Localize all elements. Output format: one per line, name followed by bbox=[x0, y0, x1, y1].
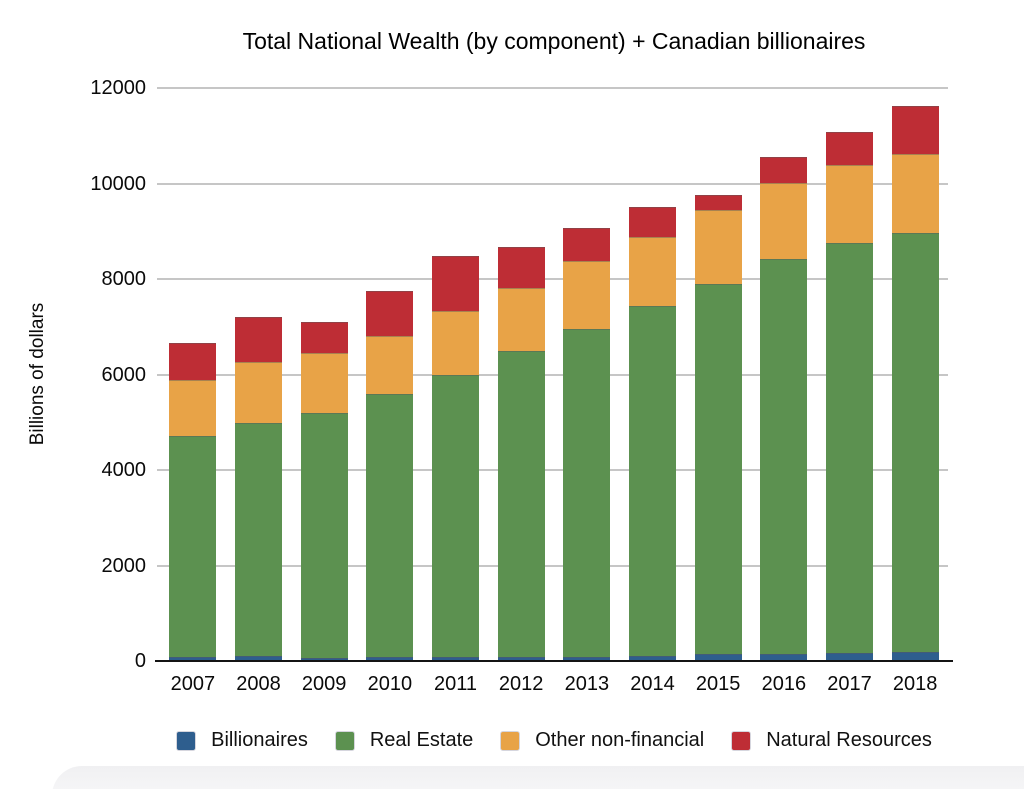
y-tick-label-2000: 2000 bbox=[101, 554, 146, 577]
bar-2014-real-estate bbox=[629, 306, 676, 655]
bar-2018-other-non-financial bbox=[892, 154, 939, 233]
x-tick-label-2012: 2012 bbox=[498, 673, 544, 695]
y-tick-label-12000: 12000 bbox=[90, 77, 146, 99]
y-tick-label-10000: 10000 bbox=[90, 172, 146, 195]
bar-2010-natural-resources bbox=[366, 291, 413, 336]
next-card-top-edge bbox=[52, 766, 1024, 789]
bar-2017-natural-resources bbox=[826, 132, 873, 165]
bar-2008-natural-resources bbox=[235, 317, 282, 362]
bar-2012-real-estate bbox=[498, 351, 545, 657]
legend-item-other-non-financial bbox=[500, 729, 704, 752]
bar-2015-other-non-financial bbox=[695, 210, 742, 284]
bar-2018-natural-resources bbox=[892, 106, 939, 154]
x-tick-label-2018: 2018 bbox=[892, 673, 938, 695]
x-axis-line bbox=[155, 660, 953, 663]
bar-2012-other-non-financial bbox=[498, 288, 545, 351]
bar-2009-real-estate bbox=[301, 413, 348, 657]
bar-2013-natural-resources bbox=[563, 228, 610, 261]
bar-2007-other-non-financial bbox=[169, 380, 216, 436]
legend-item-real-estate bbox=[335, 729, 473, 752]
bar-2016-other-non-financial bbox=[760, 183, 807, 259]
bar-2011-other-non-financial bbox=[432, 311, 479, 375]
bar-2016-real-estate bbox=[760, 259, 807, 654]
bar-2007-natural-resources bbox=[169, 343, 216, 380]
x-tick-label-2010: 2010 bbox=[367, 673, 413, 695]
legend-swatch-real-estate bbox=[335, 731, 355, 751]
bar-2013-other-non-financial bbox=[563, 261, 610, 330]
bar-2007-real-estate bbox=[169, 436, 216, 657]
plot-area bbox=[160, 88, 948, 661]
legend-item-billionaires bbox=[176, 729, 308, 752]
x-tick-label-2008: 2008 bbox=[236, 673, 281, 695]
x-tick-label-2013: 2013 bbox=[564, 673, 610, 695]
legend-swatch-natural-resources bbox=[731, 731, 751, 751]
x-tick-label-2007: 2007 bbox=[170, 673, 216, 695]
bar-2012-natural-resources bbox=[498, 247, 545, 289]
legend-label-billionaires: Billionaires bbox=[211, 729, 308, 751]
y-axis-title: Billions of dollars bbox=[27, 302, 48, 446]
bar-2010-real-estate bbox=[366, 394, 413, 657]
legend-label-natural-resources: Natural Resources bbox=[766, 729, 932, 751]
y-tick-label-6000: 6000 bbox=[101, 363, 146, 386]
chart-title: Total National Wealth (by component) + Canadian billionaires bbox=[242, 28, 866, 54]
legend-swatch-billionaires bbox=[176, 731, 196, 751]
bar-2009-natural-resources bbox=[301, 322, 348, 353]
bar-2018-real-estate bbox=[892, 233, 939, 652]
bar-2010-other-non-financial bbox=[366, 336, 413, 394]
bar-2011-real-estate bbox=[432, 375, 479, 657]
gridline-12000 bbox=[157, 87, 948, 89]
bar-2015-natural-resources bbox=[695, 195, 742, 211]
bar-2011-natural-resources bbox=[432, 256, 479, 311]
legend-item-natural-resources bbox=[731, 729, 932, 752]
bar-2016-natural-resources bbox=[760, 157, 807, 183]
bar-2017-real-estate bbox=[826, 243, 873, 653]
legend-label-other-non-financial: Other non-financial bbox=[535, 729, 705, 751]
x-tick-label-2016: 2016 bbox=[761, 673, 807, 695]
bar-2013-real-estate bbox=[563, 329, 610, 657]
legend-swatch-other-non-financial bbox=[500, 731, 520, 751]
y-tick-label-0: 0 bbox=[134, 650, 146, 672]
x-tick-label-2014: 2014 bbox=[630, 673, 675, 695]
bar-2009-other-non-financial bbox=[301, 353, 348, 414]
bar-2014-natural-resources bbox=[629, 207, 676, 237]
legend-label-real-estate: Real Estate bbox=[369, 729, 474, 751]
bar-2015-real-estate bbox=[695, 284, 742, 654]
y-tick-label-8000: 8000 bbox=[101, 268, 146, 290]
x-tick-label-2017: 2017 bbox=[827, 673, 872, 695]
bar-2014-other-non-financial bbox=[629, 237, 676, 307]
bar-2008-other-non-financial bbox=[235, 362, 282, 423]
bar-2008-real-estate bbox=[235, 423, 282, 656]
x-tick-label-2015: 2015 bbox=[695, 673, 741, 695]
chart-legend bbox=[160, 729, 948, 752]
bar-2017-other-non-financial bbox=[826, 165, 873, 243]
x-tick-label-2009: 2009 bbox=[301, 673, 347, 695]
y-tick-label-4000: 4000 bbox=[101, 459, 146, 481]
x-tick-label-2011: 2011 bbox=[433, 673, 477, 695]
